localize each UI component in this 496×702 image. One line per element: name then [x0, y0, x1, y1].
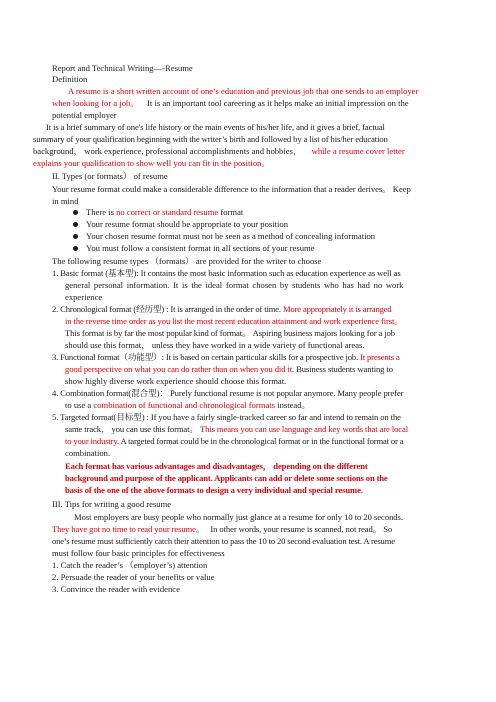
tips-paragraph-line-2 [52, 524, 392, 534]
chronological-black-fragment: 2. Chronological format (经历型) : It is arranged in the order of time. [52, 304, 281, 314]
targeted-black-fragment-2: A targeted format could be in the chronological format or in the functional format or a [120, 436, 404, 446]
summary-black-fragment: background， work experience, professional accomplishments and hobbies， [33, 146, 302, 156]
bullet-text: Your chosen resume format must not be seen as a method of concealing information [86, 231, 376, 241]
type-targeted-line-2 [65, 424, 408, 434]
tips-heading: III. Tips for writing a good resume [52, 499, 172, 509]
formats-note-line-1: Each format has various advantages and disadvantages， depending on the different [65, 461, 368, 471]
tips-black-fragment: In other words, your resume is scanned, not read。 So [210, 524, 393, 534]
summary-line-2: summary of your qualification beginning with the writer’s birth and followed by a list of his/her education [33, 134, 388, 144]
type-functional-line-3: show highly diverse work experience should choose this format. [65, 376, 287, 386]
tip-item: 3. Convince the reader with evidence [52, 584, 180, 594]
type-basic-line-2: general personal information. It is the ideal format chosen by students who has had no work [65, 280, 404, 290]
bullet-dot-icon [73, 246, 78, 251]
summary-line-1: It is a brief summary of one's life history or the main events of his/her life, and it gives a brief, factual [46, 122, 385, 132]
types-intro-line-1: Your resume format could make a considerable difference to the information that a reader derives。 Keep [52, 184, 411, 194]
type-chronological-line-1 [52, 304, 392, 314]
type-combination-line-1: 4. Combination format(混合型)： Purely functional resume is not popular anymore. Many people prefer [52, 388, 404, 398]
tips-red-fragment: They have got no time to read your resume。 [52, 524, 205, 534]
chronological-red-fragment: More appropriately it is arranged [282, 304, 392, 314]
tip-item: 2. Persuade the reader of your benefits or value [52, 572, 215, 582]
type-basic-line-1: 1. Basic format (基本型): It contains the most basic information such as education experience as well as [52, 268, 401, 278]
functional-black-fragment: 3. Functional format（功能型）: It is based on certain particular skills for a prospective job. [52, 352, 359, 362]
tips-paragraph-line-4: must follow four basic principles for effectiveness [52, 548, 225, 558]
formats-note-line-3: basis of the one of the above formats to design a very individual and special resume. [65, 485, 363, 495]
combination-post: instead。 [275, 400, 311, 410]
types-intro-line-2: in mind [52, 196, 79, 206]
bullet-text: Your resume format should be appropriate to your position [86, 219, 289, 229]
types-list-intro: The following resume types （formats） are provided for the writer to choose [52, 256, 322, 266]
formats-note-line-2: background and purpose of the applicant. Applicants can add or delete some sections on the [65, 473, 388, 483]
bullet-text: You must follow a consistent format in all sections of your resume [86, 243, 315, 253]
targeted-black-fragment: same track， you can use this format。 [65, 424, 198, 434]
type-targeted-line-3 [65, 436, 403, 446]
tips-paragraph-line-1: Most employers are busy people who normally just glance at a resume for only 10 to 20 seconds. [74, 512, 403, 522]
summary-line-3 [33, 146, 405, 156]
combination-pre: to use a [65, 400, 94, 410]
bullet-text-red: no correct or standard resume [116, 207, 219, 217]
type-chronological-line-2: in the reverse time order as you list the most recent education attainment and work experience first。 [65, 316, 403, 326]
type-chronological-line-3: This format is by far the most popular kind of format。 Aspiring business majors looking for a job [65, 328, 395, 338]
tip-item: 1. Catch the reader’s （employer’s) attention [52, 560, 208, 570]
document-title: Report and Technical Writing—-Resume [52, 63, 193, 73]
definition-heading: Definition [52, 74, 88, 84]
bullet-text-pre: There is [86, 207, 117, 217]
summary-line-4: explains your qualification to show well you can fit in the position。 [33, 158, 271, 168]
targeted-red-fragment: This means you can use language and key words that are local [199, 424, 409, 434]
bullet-dot-icon [73, 234, 78, 239]
definition-red-fragment: when looking for a job。 [52, 98, 139, 108]
type-targeted-line-1: 5. Targeted format(目标型) : If you have a fairly single-tracked career so far and intend to remain on the [52, 412, 401, 422]
type-functional-line-1 [52, 352, 400, 362]
bullet-text [86, 207, 243, 217]
types-heading: II. Types (or formats） of resume [52, 171, 168, 181]
tips-paragraph-line-3: one’s resume must sufficiently catch their attention to pass the 10 to 20 second evaluation test. A resume [52, 536, 395, 546]
type-chronological-line-4: should use this format， unless they have worked in a wide variety of functional areas. [65, 340, 365, 350]
bullet-dot-icon [73, 210, 78, 215]
bullet-text-post: format [218, 207, 244, 217]
type-functional-line-2 [65, 364, 393, 374]
bullet-dot-icon [73, 222, 78, 227]
definition-line-3: potential employer [52, 110, 117, 120]
combination-red-fragment: combination of functional and chronological formats [93, 400, 276, 410]
definition-line-2 [52, 98, 478, 108]
functional-red-fragment: It presents a [360, 352, 400, 362]
type-combination-line-2 [65, 400, 310, 410]
definition-sentence-2: It is an important tool careering as it helps make an initial impression on the [147, 98, 409, 108]
type-basic-line-3: experience [65, 292, 103, 302]
summary-red-fragment: while a resume cover letter [311, 146, 405, 156]
type-targeted-line-4: combination. [65, 448, 111, 458]
definition-sentence-1: A resume is a short written account of one’s education and previous job that one sends to an employer [68, 86, 419, 96]
functional-black-fragment-2: Business students wanting to [296, 364, 393, 374]
targeted-red-fragment-2: to your industry. [65, 436, 119, 446]
functional-red-fragment-2: good perspective on what you can do rather than on when you did it. [65, 364, 295, 374]
